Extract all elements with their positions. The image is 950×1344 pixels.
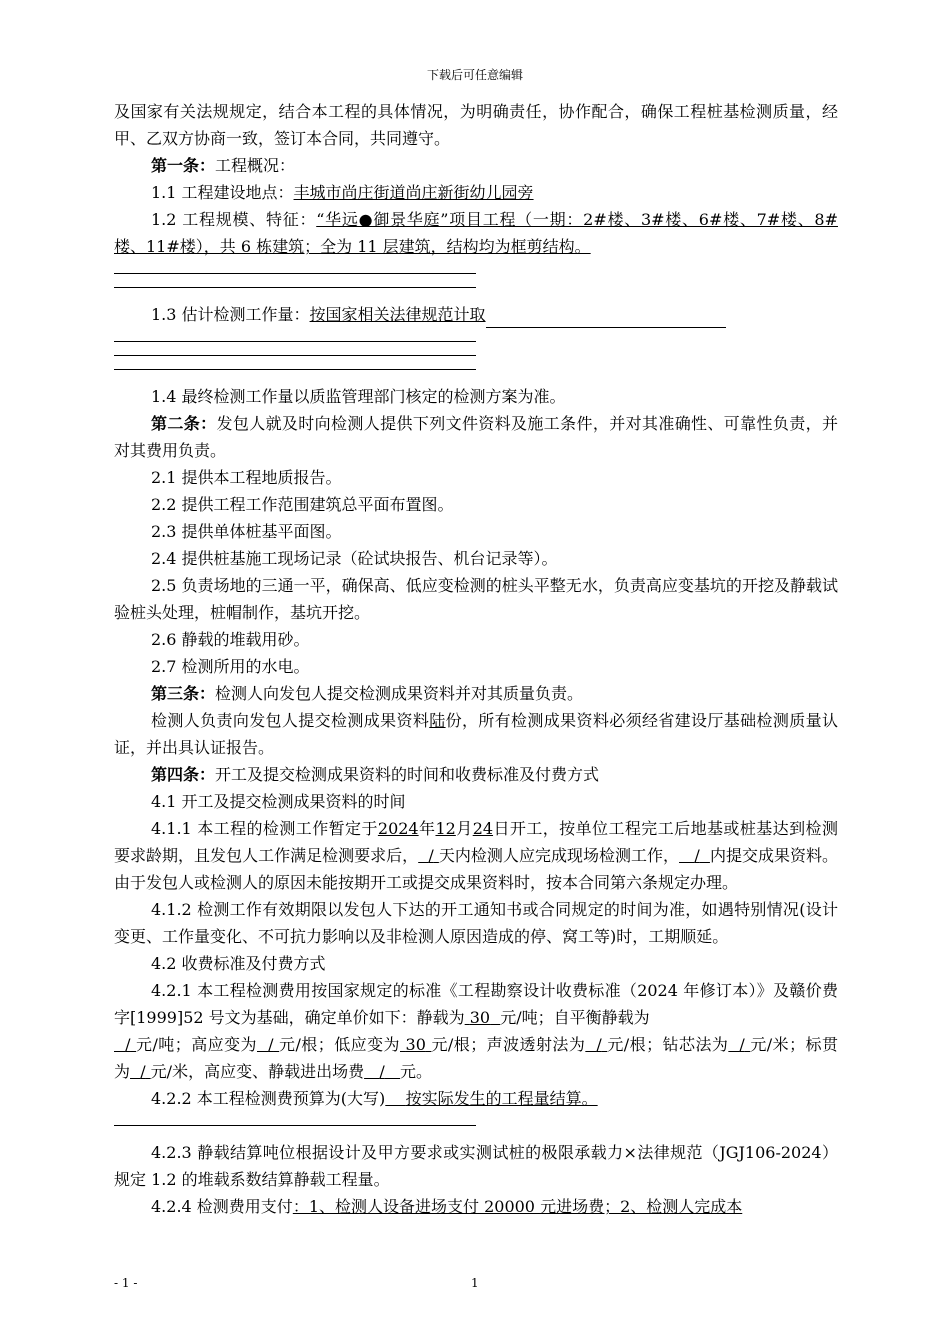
project-scale: “华远●御景华庭”项目工程（一期：2#楼、3#楼、6#楼、7#楼、8#楼、11#楼），共 6 栋建筑；全为 11 层建筑，结构均为框剪结构。 bbox=[114, 210, 838, 256]
clause-4-1-1: 4.1.1 本工程的检测工作暂定于2024年12月24日开工，按单位工程完工后地基或桩基达到检测要求龄期，且发包人工作满足检测要求后， / 天内检测人应完成现场检测工作， / 内提交成果资料。由于发包人或检测人的原因未能按期开工或提交成果资料时，按本合同第六条规定办理。 bbox=[114, 819, 839, 892]
article-2: 第二条：发包人就及时向检测人提供下列文件资料及施工条件，并对其准确性、可靠性负责，并对其费用负责。 bbox=[114, 414, 838, 460]
article-4: 第四条：开工及提交检测成果资料的时间和收费标准及付费方式 bbox=[151, 765, 600, 784]
blank-line bbox=[114, 287, 476, 288]
clause-3-body: 检测人负责向发包人提交检测成果资料陆份，所有检测成果资料必须经省建设厅基础检测质量认证，并出具认证报告。 bbox=[114, 711, 838, 757]
blank-line bbox=[114, 1125, 476, 1126]
blank-line bbox=[114, 369, 476, 370]
blank-line bbox=[114, 341, 476, 342]
clause-1-2: 1.2 工程规模、特征：“华远●御景华庭”项目工程（一期：2#楼、3#楼、6#楼、7#楼、8#楼、11#楼），共 6 栋建筑；全为 11 层建筑，结构均为框剪结构。 bbox=[114, 210, 838, 256]
clause-2-2: 2.2 提供工程工作范围建筑总平面布置图。 bbox=[151, 495, 454, 514]
footer-page-label: - 1 - bbox=[114, 1276, 138, 1290]
workload-estimate: 按国家相关法律规范计取 bbox=[309, 305, 486, 324]
clause-1-1: 1.1 工程建设地点：丰城市尚庄街道尚庄新街幼儿园旁 bbox=[151, 183, 534, 202]
clause-4-2-3: 4.2.3 静载结算吨位根据设计及甲方要求或实测试桩的极限承载力×法律规范（JGJ106-2024）规定 1.2 的堆载系数结算静载工程量。 bbox=[114, 1143, 838, 1189]
blank-line bbox=[114, 273, 476, 274]
clause-2-7: 2.7 检测所用的水电。 bbox=[151, 657, 310, 676]
clause-4-2-4: 4.2.4 检测费用支付：1、检测人设备进场支付 20000 元进场费；2、检测人完成本 bbox=[151, 1197, 743, 1216]
article-3: 第三条：检测人向发包人提交检测成果资料并对其质量负责。 bbox=[151, 684, 584, 703]
clause-2-5: 2.5 负责场地的三通一平，确保高、低应变检测的桩头平整无水，负责高应变基坑的开挖及静载试验桩头处理，桩帽制作，基坑开挖。 bbox=[114, 576, 838, 622]
site-location: 丰城市尚庄街道尚庄新街幼儿园旁 bbox=[293, 183, 534, 202]
clause-1-4: 1.4 最终检测工作量以质监管理部门核定的检测方案为准。 bbox=[151, 387, 566, 406]
footer-page-number: 1 bbox=[471, 1276, 479, 1290]
clause-4-1: 4.1 开工及提交检测成果资料的时间 bbox=[151, 792, 406, 811]
copies-count: 陆 bbox=[429, 711, 446, 730]
clause-4-2: 4.2 收费标准及付费方式 bbox=[151, 954, 326, 973]
clause-2-3: 2.3 提供单体桩基平面图。 bbox=[151, 522, 342, 541]
clause-2-6: 2.6 静载的堆载用砂。 bbox=[151, 630, 310, 649]
clause-2-1: 2.1 提供本工程地质报告。 bbox=[151, 468, 342, 487]
article-1-heading: 第一条：工程概况： bbox=[151, 156, 296, 175]
clause-4-2-1: 4.2.1 本工程检测费用按国家规定的标准《工程勘察设计收费标准（2024 年修订本）》及赣价费字[1999]52 号文为基础，确定单价如下：静载为 30 元/吨；自平衡静载为 / 元/吨；高应变为 / 元/根；低应变为 30 元/根；声波透射法为 / 元/根；钻芯法为 / 元/米；标贯为 / 元/米，高应变、静载进出场费 / 元。 bbox=[114, 981, 838, 1081]
blank-line bbox=[114, 355, 476, 356]
clause-4-2-2: 4.2.2 本工程检测费预算为(大写) 按实际发生的工程量结算。 bbox=[151, 1089, 598, 1108]
clause-4-1-2: 4.1.2 检测工作有效期限以发包人下达的开工通知书或合同规定的时间为准，如遇特别情况(设计变更、工作量变化、不可抗力影响以及非检测人原因造成的停、窝工等)时，工期顺延。 bbox=[114, 900, 838, 946]
clause-2-4: 2.4 提供桩基施工现场记录（砼试块报告、机台记录等）。 bbox=[151, 549, 558, 568]
document-body bbox=[114, 98, 838, 1220]
clause-1-3: 1.3 估计检测工作量：按国家相关法律规范计取 bbox=[114, 301, 838, 328]
page-header: 下载后可任意编辑 bbox=[426, 68, 523, 82]
intro-paragraph: 及国家有关法规规定，结合本工程的具体情况，为明确责任，协作配合，确保工程桩基检测质量，经甲、乙双方协商一致，签订本合同，共同遵守。 bbox=[114, 102, 838, 148]
